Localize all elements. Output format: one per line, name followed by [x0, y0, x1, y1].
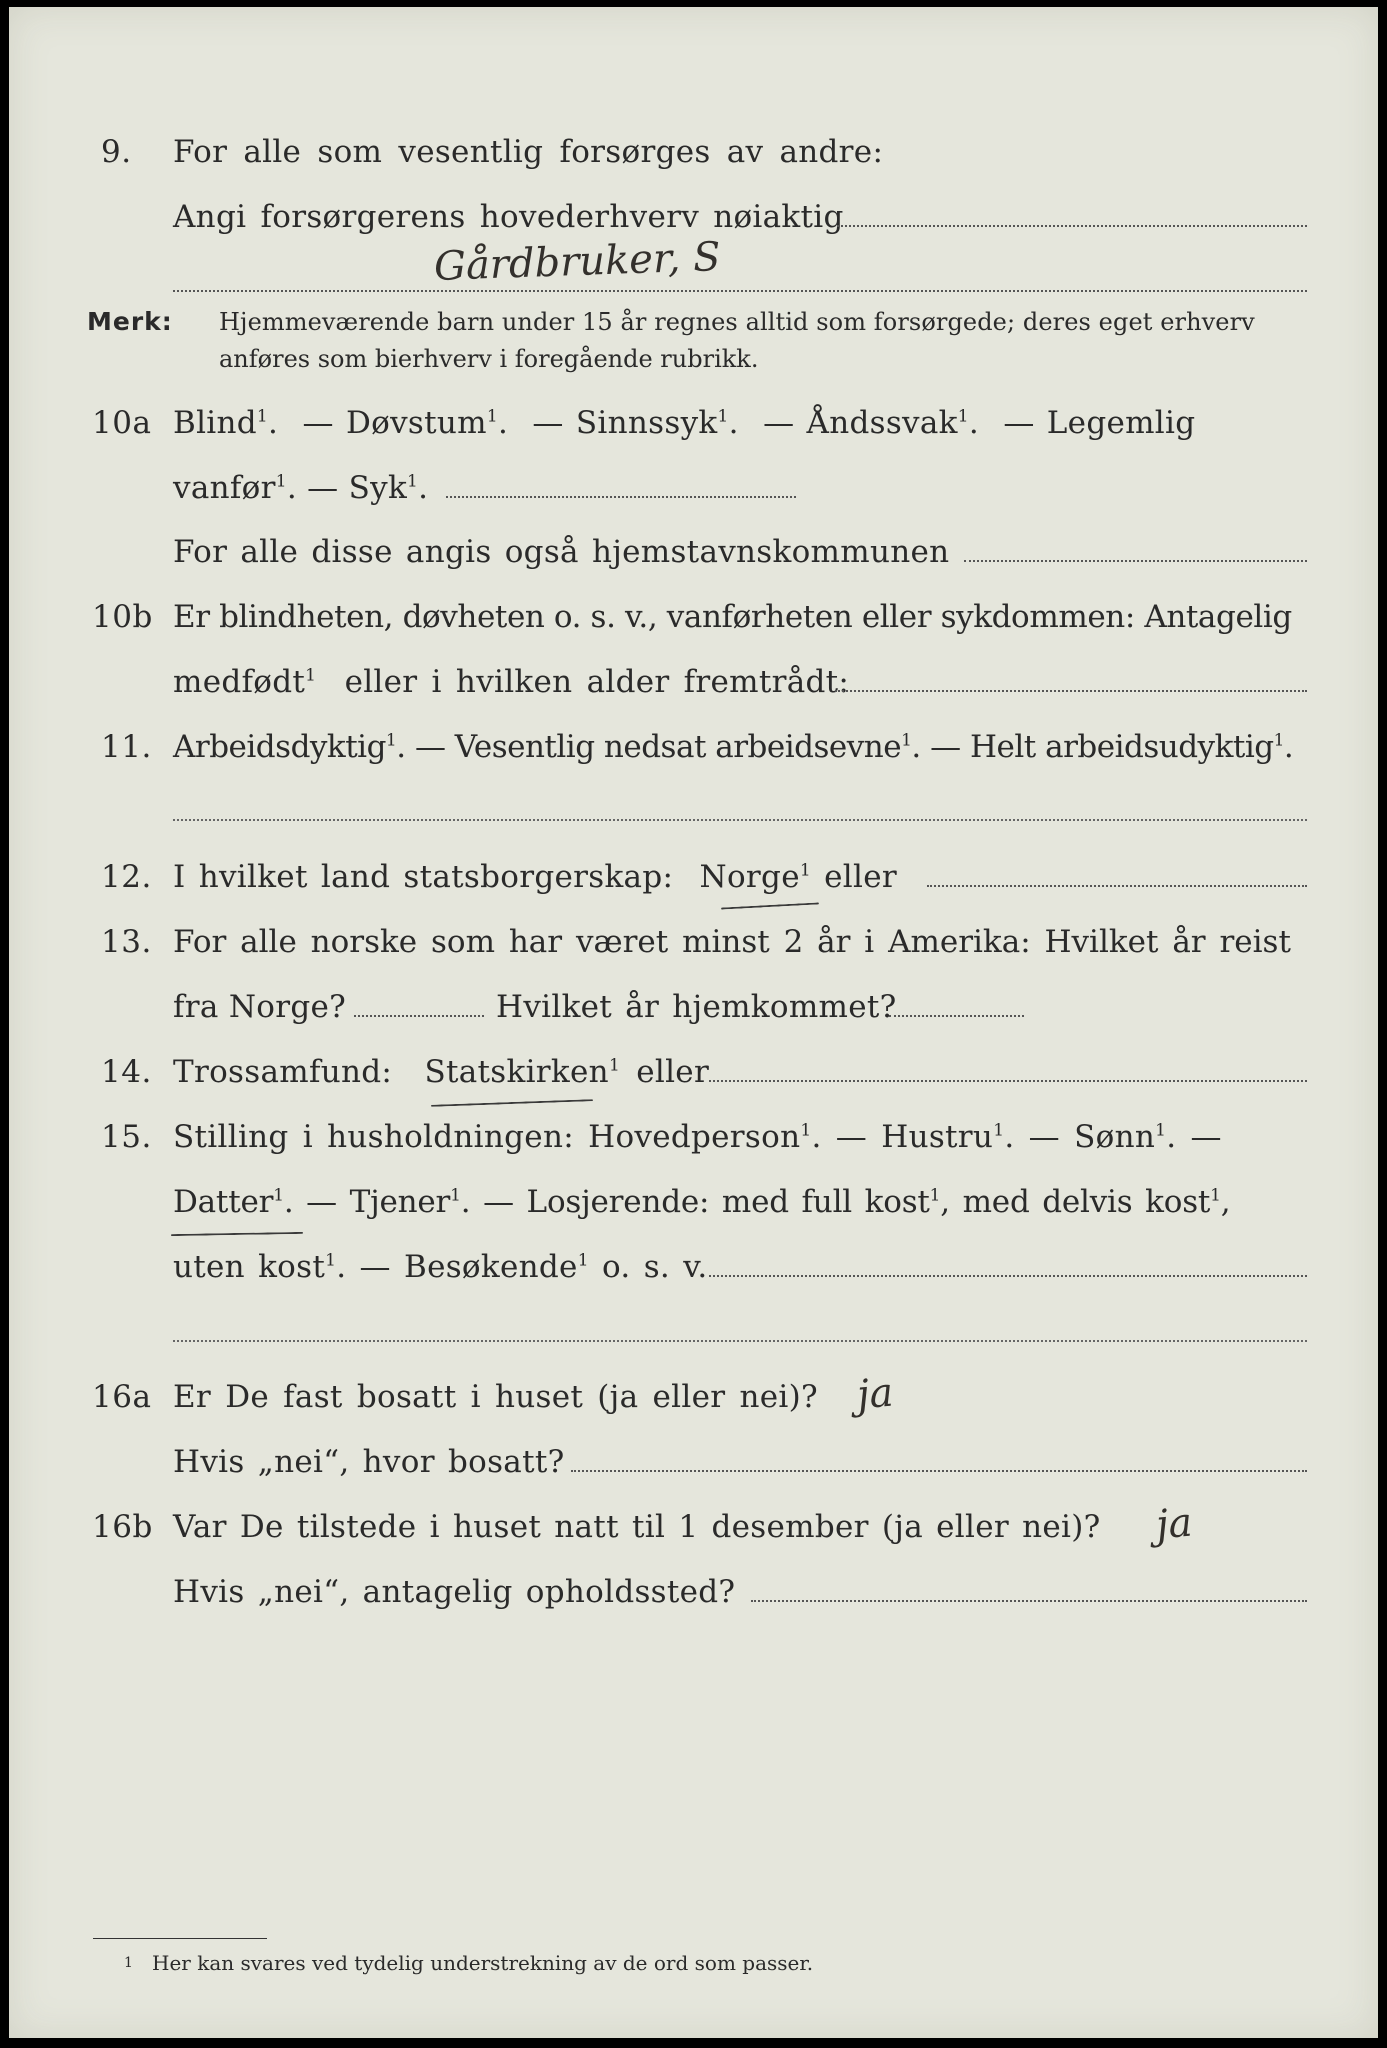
q11-nedsat: . — Vesentlig nedsat arbeidsevne: [396, 729, 902, 765]
q11-line: Arbeidsdyktig$^1$. — Vesentlig nedsat arbeidsevne$^1$. — Helt arbeidsudyktig$^1$.: [173, 729, 1294, 765]
q11-fill: [173, 819, 1307, 821]
merk-label: Merk:: [87, 307, 173, 336]
sup-1: 1: [1210, 1185, 1221, 1206]
sup-1: 1: [799, 860, 811, 881]
q14-statskirken-underline: [431, 1099, 593, 1107]
sup-1: 1: [577, 1250, 589, 1271]
sup-1: 1: [450, 1185, 461, 1206]
sup-1: 1: [957, 406, 969, 427]
q15-fill-line3: [709, 1275, 1307, 1277]
q12-number: 12.: [101, 859, 152, 895]
q10a-line2: vanfør$^1$. — Syk$^1$.: [173, 470, 429, 506]
q10b-line1: Er blindheten, døvheten o. s. v., vanførheten eller sykdommen: Antagelig: [173, 599, 1292, 635]
q15-dash: . —: [1166, 1119, 1222, 1155]
q12-norge-underline: [721, 902, 819, 909]
q14-text: Trossamfund:: [173, 1054, 393, 1090]
q15-hovedperson: Stilling i husholdningen: Hovedperson: [173, 1119, 801, 1155]
q10a-fill-line2: [446, 496, 796, 498]
sup-1: 1: [273, 1185, 284, 1206]
q15-number: 15.: [101, 1119, 152, 1155]
q14-eller: eller: [636, 1054, 710, 1090]
q13-fill-hjemkommet: [889, 1015, 1024, 1017]
q15-tjener: . — Tjener: [283, 1184, 451, 1220]
sup-1: 1: [608, 1055, 621, 1076]
q13-fill-reist: [354, 1015, 484, 1017]
q15-line1: [173, 1119, 1222, 1155]
q12-text: I hvilket land statsborgerskap:: [173, 859, 674, 895]
footnote-mark: 1: [124, 1955, 133, 1971]
q14-number: 14.: [101, 1054, 152, 1090]
q9-line1: For alle som vesentlig forsørges av andre:: [173, 134, 884, 170]
q15-full-kost: . — Losjerende: med full kost: [460, 1184, 930, 1220]
footnote-text: Her kan svares ved tydelig understrekning av de ord som passer.: [152, 1951, 814, 1975]
q14-line: [173, 1054, 709, 1090]
q10a-dovstum: — Døvstum: [302, 405, 487, 441]
q10b-number: 10b: [92, 599, 153, 635]
q12-line: [173, 859, 897, 895]
q16b-answer: ja: [1154, 1499, 1195, 1549]
q15-sonn: . — Sønn: [1004, 1119, 1156, 1155]
q13-number: 13.: [101, 924, 152, 960]
q16b-fill: [751, 1600, 1307, 1602]
q15-hustru: . — Hustru: [811, 1119, 994, 1155]
q10a-line1: Blind$^1$. — Døvstum$^1$. — Sinnssyk$^1$. — Åndssvak$^1$. — Legemlig: [173, 405, 1196, 441]
q10b-alder: eller i hvilken alder fremtrådt:: [344, 664, 850, 700]
sup-1: 1: [385, 730, 397, 751]
q12-norge: Norge: [699, 859, 800, 895]
q16a-line2: Hvis „nei“, hvor bosatt?: [173, 1444, 565, 1480]
q16a-answer: ja: [855, 1369, 896, 1419]
q15-line3: [173, 1249, 708, 1285]
q15-datter: Datter: [173, 1184, 274, 1220]
q12-eller: eller: [824, 859, 897, 895]
q15-besokende: . — Besøkende: [336, 1249, 578, 1285]
q10a-number: 10a: [92, 405, 152, 441]
q10b-medfodt: medfødt: [173, 664, 306, 700]
sup-1: 1: [1273, 730, 1284, 751]
merk-line2: anføres som bierhverv i foregående rubrikk.: [219, 345, 759, 373]
census-form-page: [9, 7, 1378, 2038]
q15-fill-line4: [173, 1340, 1307, 1342]
q13-line2a: fra Norge?: [173, 989, 347, 1025]
q14-fill: [709, 1080, 1307, 1082]
q16a-number: 16a: [92, 1379, 152, 1415]
q16a-fill: [571, 1470, 1307, 1472]
q10a-blind: Blind: [173, 405, 257, 441]
sup-1: 1: [486, 406, 498, 427]
q16b-number: 16b: [92, 1509, 153, 1545]
sup-1: 1: [901, 730, 912, 751]
sup-1: 1: [929, 1185, 941, 1206]
q10a-legemlig: — Legemlig: [1003, 405, 1196, 441]
sup-1: 1: [800, 1120, 812, 1141]
q16b-line1: Var De tilstede i huset natt til 1 desember (ja eller nei)?: [173, 1509, 1101, 1545]
sup-1: 1: [305, 665, 317, 686]
q16b-line2: Hvis „nei“, antagelig opholdssted?: [173, 1574, 736, 1610]
q12-fill: [927, 885, 1307, 887]
q15-datter-underline: [171, 1232, 303, 1236]
q10a-fill-line3: [964, 560, 1307, 562]
q16a-line1: Er De fast bosatt i huset (ja eller nei)?: [173, 1379, 818, 1415]
merk-line1: Hjemmeværende barn under 15 år regnes alltid som forsørgede; deres eget erhverv: [219, 308, 1255, 336]
q13-line1: For alle norske som har været minst 2 år i Amerika: Hvilket år reist: [173, 924, 1291, 960]
sup-1: 1: [256, 406, 269, 427]
q15-line2: [173, 1184, 1230, 1220]
q13-line2b: Hvilket år hjemkommet?: [496, 989, 897, 1025]
q9-number: 9.: [101, 134, 132, 170]
q11-number: 11.: [101, 729, 152, 765]
sup-1: 1: [325, 1250, 337, 1271]
q10a-syk: — Syk: [307, 470, 408, 506]
sup-1: 1: [407, 471, 419, 492]
q10a-vanfor: vanfør: [173, 470, 276, 506]
q9-fill-line1: [837, 225, 1307, 227]
q10a-andssvak: — Åndssvak: [763, 405, 958, 441]
q10b-fill: [835, 690, 1307, 692]
q14-statskirken: Statskirken: [424, 1054, 609, 1090]
sup-1: 1: [717, 406, 729, 427]
q9-line2: Angi forsørgerens hovederhverv nøiaktig: [173, 199, 844, 235]
q10b-line2: [173, 664, 849, 700]
q10a-sinnssyk: — Sinnssyk: [532, 405, 718, 441]
q15-uten-kost: uten kost: [173, 1249, 326, 1285]
q15-osv: o. s. v.: [588, 1249, 708, 1285]
q11-arbeidsdyktig: Arbeidsdyktig: [173, 729, 386, 765]
q15-comma: ,: [1220, 1184, 1231, 1220]
q9-fill-line2: [173, 290, 1307, 292]
q10a-line3: For alle disse angis også hjemstavnskommunen: [173, 534, 950, 570]
sup-1: 1: [275, 471, 287, 492]
q9-answer: Gårdbruker, S: [433, 234, 722, 290]
sup-1: 1: [1155, 1120, 1167, 1141]
q15-delvis-kost: , med delvis kost: [940, 1184, 1211, 1220]
q11-udyktig: . — Helt arbeidsudyktig: [911, 729, 1274, 765]
footnote-rule: [93, 1938, 267, 1939]
sup-1: 1: [993, 1120, 1005, 1141]
